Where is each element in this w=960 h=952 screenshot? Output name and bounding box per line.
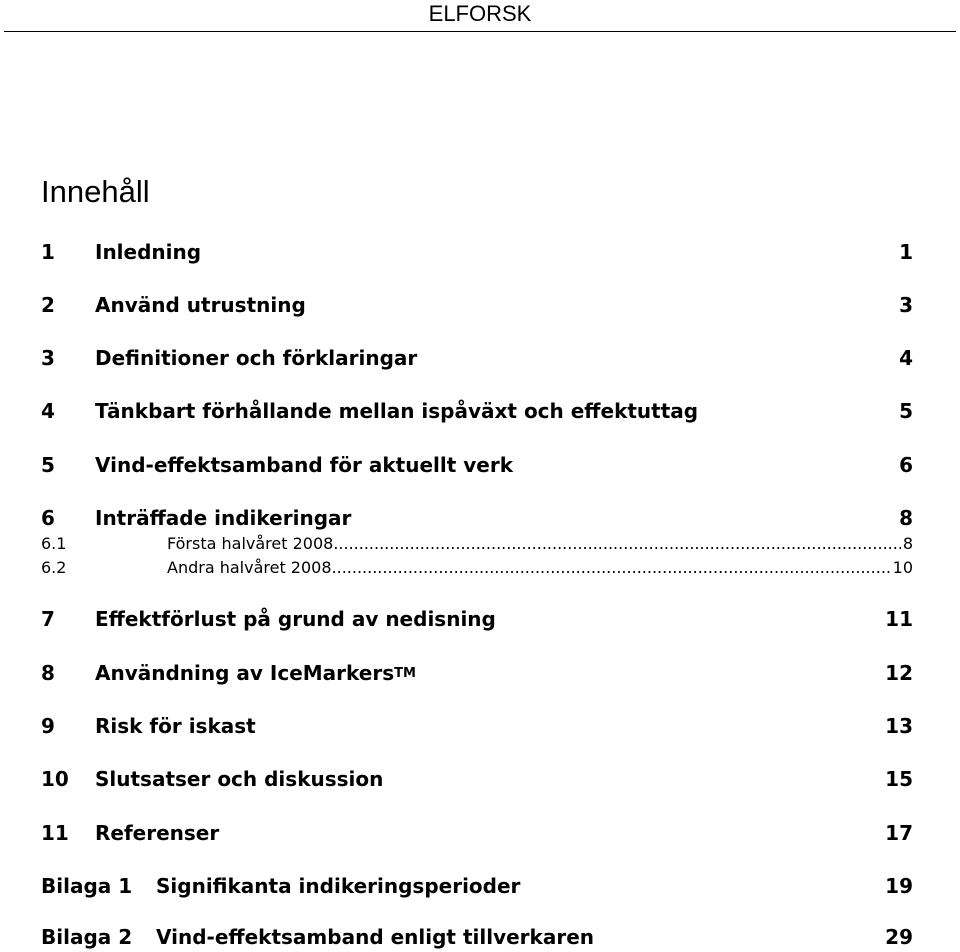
toc-entry-number: 8 [41, 661, 55, 685]
toc-entry-9[interactable] [41, 711, 913, 741]
toc-entry-number: 3 [41, 346, 55, 370]
toc-heading: Innehåll [41, 174, 150, 209]
dot-leader [332, 557, 891, 579]
toc-entry-6[interactable] [41, 503, 913, 533]
toc-subentry-number: 6.2 [41, 558, 67, 577]
toc-entry-page: 15 [885, 767, 913, 791]
toc-subentry-page: 8 [902, 534, 913, 553]
toc-entry-3[interactable] [41, 343, 913, 373]
toc-entry-page: 13 [885, 714, 913, 738]
toc-entry-page: 5 [899, 399, 913, 423]
toc-entry-title-text: Användning av IceMarkers [95, 661, 395, 685]
toc-entry-number: Bilaga 1 [41, 874, 133, 898]
toc-entry-11[interactable] [41, 818, 913, 848]
toc-entry-number: 9 [41, 714, 55, 738]
toc-entry-number: 5 [41, 453, 55, 477]
toc-entry-page: 4 [899, 346, 913, 370]
toc-entry-bilaga-1[interactable] [41, 871, 913, 901]
toc-entry-title: Använd utrustning [95, 293, 306, 317]
toc-entry-title: Tänkbart förhållande mellan ispåväxt och effektuttag [95, 399, 699, 423]
toc-entry-4[interactable] [41, 396, 913, 426]
toc-entry-1[interactable] [41, 237, 913, 267]
toc-subentry-number: 6.1 [41, 534, 67, 553]
toc-entry-page: 1 [899, 240, 913, 264]
toc-subentry-title: Första halvåret 2008 [167, 534, 334, 553]
toc-entry-title [95, 658, 416, 689]
toc-entry-2[interactable] [41, 290, 913, 320]
toc-entry-7[interactable] [41, 604, 913, 634]
toc-subentry-title: Andra halvåret 2008 [167, 558, 332, 577]
toc-entry-number: 10 [41, 767, 69, 791]
header-divider [4, 31, 956, 32]
toc-entry-title: Effektförlust på grund av nedisning [95, 607, 496, 631]
toc-entry-title: Vind-effektsamband för aktuellt verk [95, 453, 514, 477]
toc-subentry-6-1[interactable] [41, 533, 913, 555]
running-header-title: ELFORSK [428, 1, 532, 26]
toc-entry-number: Bilaga 2 [41, 925, 133, 949]
toc-entry-number: 4 [41, 399, 55, 423]
toc-entry-title: Referenser [95, 821, 220, 845]
toc-entry-title: Risk för iskast [95, 714, 256, 738]
toc-entry-page: 17 [885, 821, 913, 845]
toc-entry-page: 3 [899, 293, 913, 317]
toc-entry-bilaga-2[interactable] [41, 922, 913, 952]
toc-entry-title: Signifikanta indikeringsperioder [156, 874, 521, 898]
toc-entry-number: 1 [41, 240, 55, 264]
toc-entry-10[interactable] [41, 764, 913, 794]
toc-entry-page: 19 [885, 874, 913, 898]
toc-entry-page: 12 [885, 661, 913, 685]
toc-entry-title: Definitioner och förklaringar [95, 346, 418, 370]
toc-entry-number: 11 [41, 821, 69, 845]
toc-entry-page: 8 [899, 506, 913, 530]
toc-entry-title: Vind-effektsamband enligt tillverkaren [156, 925, 595, 949]
toc-entry-page: 11 [885, 607, 913, 631]
toc-entry-page: 29 [885, 925, 913, 949]
dot-leader [333, 533, 901, 555]
trademark-symbol: TM [394, 666, 416, 681]
toc-entry-number: 2 [41, 293, 55, 317]
toc-entry-title: Slutsatser och diskussion [95, 767, 384, 791]
toc-entry-page: 6 [899, 453, 913, 477]
toc-entry-title: Inledning [95, 240, 202, 264]
toc-subentry-6-2[interactable] [41, 557, 913, 579]
toc-entry-8[interactable] [41, 658, 913, 688]
toc-entry-title: Inträffade indikeringar [95, 506, 352, 530]
toc-subentry-page: 10 [892, 558, 913, 577]
toc-entry-number: 6 [41, 506, 55, 530]
toc-entry-5[interactable] [41, 450, 913, 480]
toc-entry-number: 7 [41, 607, 55, 631]
